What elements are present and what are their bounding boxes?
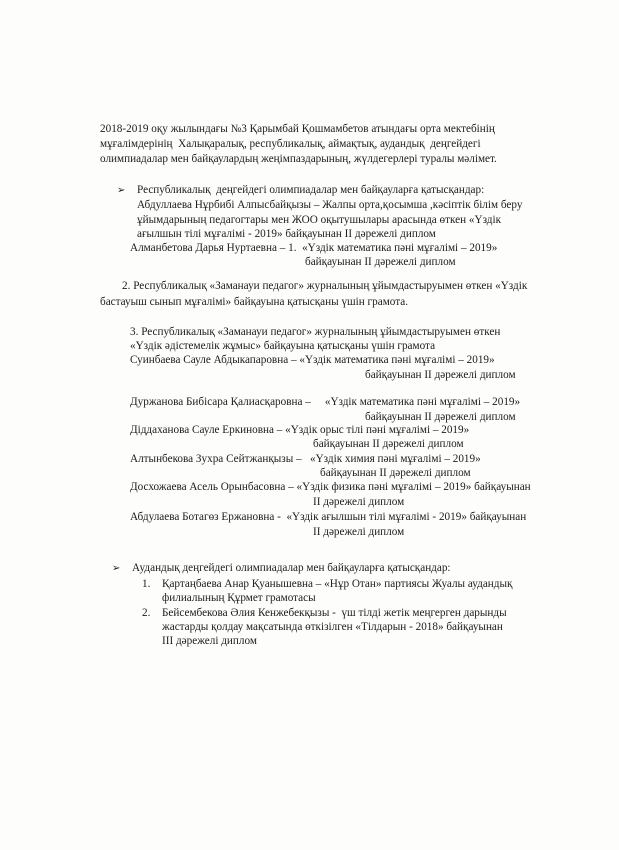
- heading-line-1: 2018-2019 оқу жылындағы №3 Қарымбай Қошмамбетов атындағы орта мектебінің: [100, 123, 495, 135]
- section3-entry2-line1: Дуржанова Бибісара Қалиасқаровна – «Үздік математика пәні мұғалімі – 2019»: [130, 396, 521, 408]
- section2-line2: бастауыш сынып мұғалімі» байқауына қатысқаны үшін грамота.: [100, 296, 409, 308]
- district-item2-number: 2.: [142, 607, 151, 619]
- republic-entry1-line3: ағылшын тілі мұғалімі - 2019» байқауынан ІІ дәрежелі диплом: [137, 228, 436, 240]
- district-title: Аудандық деңгейдегі олимпиадалар мен байқауларға қатысқандар:: [132, 562, 451, 574]
- arrow-bullet-icon: ➢: [112, 563, 121, 574]
- district-item1-line2: филиалының Құрмет грамотасы: [162, 592, 316, 604]
- republic-entry1-line1: Абдуллаева Нұрбибі Алпысбайқызы – Жалпы орта,қосымша ,кәсіптік білім беру: [137, 199, 523, 211]
- republic-entry2-line2: байқауынан ІІ дәрежелі диплом: [305, 256, 456, 268]
- district-item1-number: 1.: [142, 578, 151, 590]
- district-item2-line3: ІІІ дәрежелі диплом: [162, 635, 257, 647]
- section3-entry3-line2: байқауынан ІІ дәрежелі диплом: [313, 438, 464, 450]
- section3-entry3-line1: Діддаханова Сауле Еркиновна – «Үздік орыс тілі пәні мұғалімі – 2019»: [130, 424, 470, 436]
- section3-entry6-line1: Абдулаева Ботагөз Ержановна - «Үздік ағылшын тілі мұғалімі - 2019» байқауынан: [130, 511, 527, 523]
- republic-entry2-line1: Алманбетова Дарья Нуртаевна – 1. «Үздік математика пәні мұғалімі – 2019»: [130, 242, 498, 254]
- heading-line-3: олимпиадалар мен байқаулардың жеңімпаздарының, жүлдегерлері туралы мәлімет.: [100, 153, 497, 165]
- section3-entry6-line2: ІІ дәрежелі диплом: [313, 526, 405, 538]
- section3-line2: «Үздік әдістемелік жұмыс» байқауына қатысқаны үшін грамота: [130, 340, 436, 352]
- republic-entry1-line2: ұйымдарының педагогтары мен ЖОО оқытушылары арасында өткен «Үздік: [137, 214, 502, 226]
- section3-entry5-line1: Досхожаева Асель Орынбасовна – «Үздік физика пәні мұғалімі – 2019» байқауынан: [130, 481, 531, 493]
- section3-entry4-line2: байқауынан ІІ дәрежелі диплом: [320, 467, 471, 479]
- section3-entry1-line1: Суинбаева Сауле Абдыкапаровна – «Үздік математика пәні мұғалімі – 2019»: [130, 354, 495, 366]
- arrow-bullet-icon: ➢: [117, 185, 126, 196]
- section2-line1: 2. Республикалық «Заманауи педагог» журналының ұйымдастыруымен өткен «Үздік: [122, 280, 528, 292]
- section3-entry5-line2: ІІ дәрежелі диплом: [313, 496, 405, 508]
- district-item2-line1: Бейсембекова Әлия Кенжебекқызы - үш тілді жетік меңгерген дарынды: [162, 607, 507, 619]
- republic-title: Республикалық деңгейдегі олимпиадалар мен байқауларға қатысқандар:: [137, 184, 485, 196]
- section3-entry4-line1: Алтынбекова Зухра Сейтжанқызы – «Үздік химия пәні мұғалімі – 2019»: [130, 453, 481, 465]
- section3-line1: 3. Республикалық «Заманауи педагог» журналының ұйымдастыруымен өткен: [130, 326, 501, 338]
- district-item1-line1: Қартаңбаева Анар Қуанышевна – «Нұр Отан» партиясы Жуалы аудандық: [162, 578, 513, 590]
- section3-entry2-line2: байқауынан ІІ дәрежелі диплом: [365, 411, 516, 423]
- district-item2-line2: жастарды қолдау мақсатында өткізілген «Тілдарын - 2018» байқауынан: [162, 621, 503, 633]
- heading-line-2: мұғалімдерінің Халықаралық, республикалық, аймақтық, аудандық деңгейдегі: [100, 138, 481, 150]
- section3-entry1-line2: байқауынан ІІ дәрежелі диплом: [365, 369, 516, 381]
